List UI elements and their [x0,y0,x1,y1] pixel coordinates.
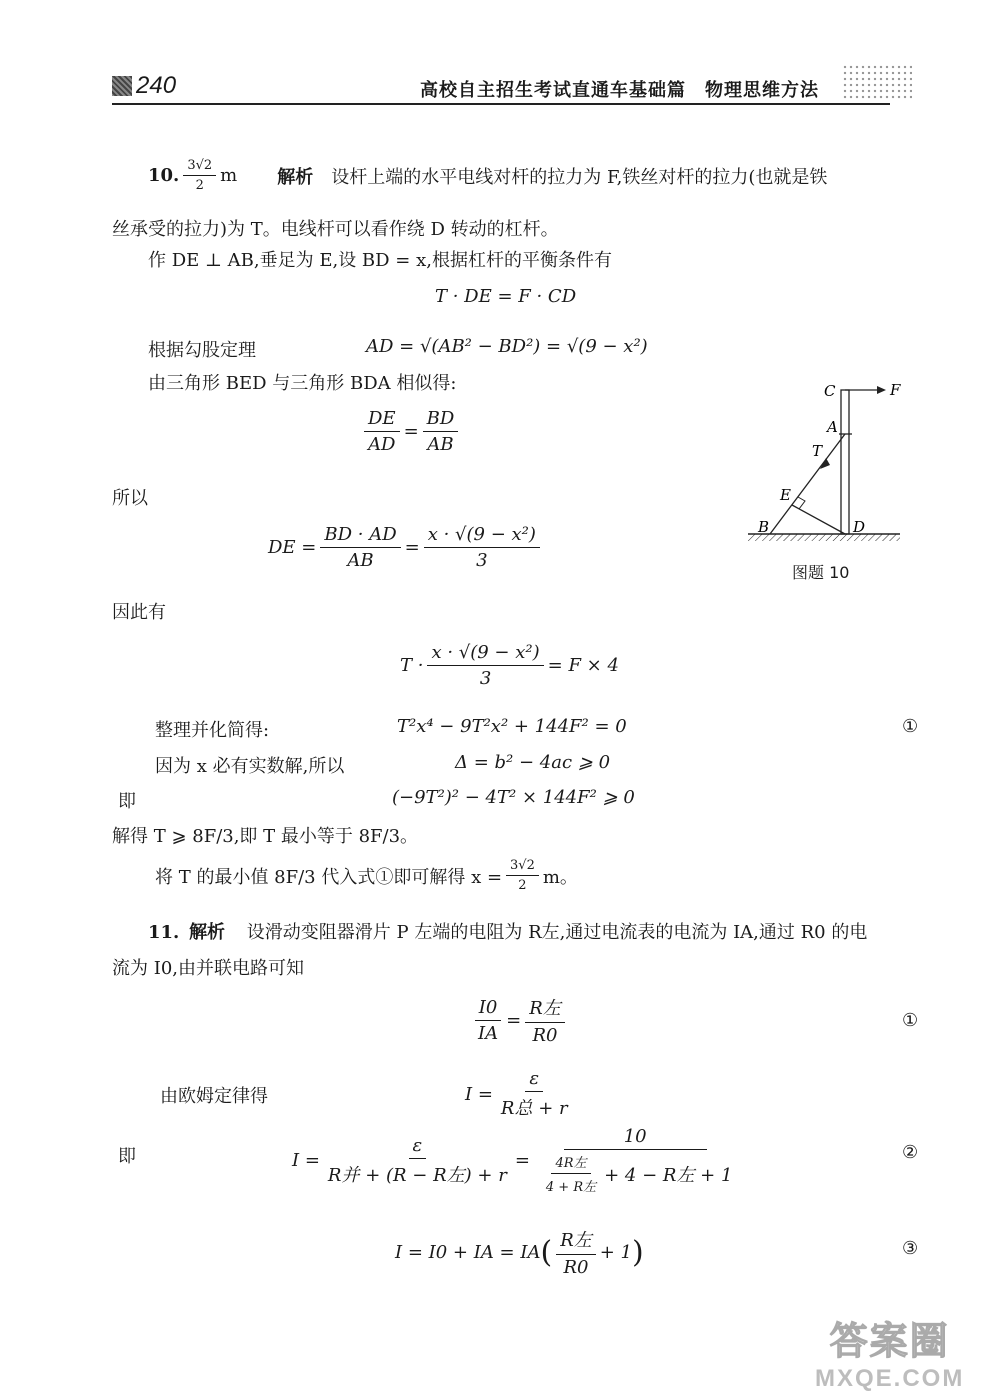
ohm-label: 由欧姆定律得 [160,1086,268,1107]
label-a: A [827,418,838,436]
segment-de [792,505,845,534]
t-equation: T · $\frac{\text{x · √(9 − x²)}}{3}$ = F × 4 [400,642,619,689]
real-solution-label: 因为 x 必有实数解,所以 [155,756,345,777]
problem-number: 10. [148,165,180,186]
problem-number: 11. [148,922,180,943]
figure-caption: 图题 10 [792,563,850,582]
equation-marker-3: ③ [902,1238,919,1259]
equation-marker-2: ② [902,1142,919,1163]
current-equation: I = $\frac{\varepsilon}{\text{R并 + (R − R左) + r}}$ = 10 $\frac{\text{4R左}}{\text{4 + R左}}$ + 4 − R左 + 1 [292,1126,733,1195]
force-f-arrowhead [877,386,886,394]
sum-equation: I = I0 + IA = IA ( $\frac{\text{R左}}{R0}$ + 1 ) [395,1226,644,1278]
equation-marker-1: ① [902,1010,919,1031]
label-c: C [824,382,836,400]
header-dot-pattern-icon [842,64,912,100]
running-title: 高校自主招生考试直通车基础篇 物理思维方法 [420,80,819,101]
label-f: F [890,381,901,399]
ratio-equation: $\frac{DE}{AD}$ = $\frac{BD}{AB}$ [360,408,462,455]
discriminant-equation: Δ = b² − 4ac ⩾ 0 [455,752,611,773]
cable-ba [770,434,845,534]
intro-line-1: 设杆上端的水平电线对杆的拉力为 F,铁丝对杆的拉力(也就是铁 [331,166,828,188]
figure-10 [740,372,910,582]
watermark-main: 答案圈 [829,1319,950,1363]
label-b: B [758,518,770,536]
pythagoras-equation: AD = √(AB² − BD²) = √(9 − x²) [366,336,648,357]
ji-label: 即 [118,791,136,812]
so-label: 所以 [112,488,148,509]
perpendicular-line: 作 DE ⊥ AB,垂足为 E,设 BD = x,根据杠杆的平衡条件有 [148,250,612,271]
torque-equation: T · DE = F · CD [435,286,577,307]
therefore-label: 因此有 [112,602,166,623]
page-number: 240 [136,72,177,99]
solve-line: 解得 T ⩾ 8F/3,即 T 最小等于 8F/3。 [112,826,419,847]
simplify-equation: T²x⁴ − 9T²x² + 144F² = 0 [397,716,627,737]
answer-unit: m [220,165,238,186]
intro-line-2: 流为 I0,由并联电路可知 [112,958,305,979]
label-d: D [853,518,866,536]
ground-hatch [748,534,900,541]
right-angle-mark [798,497,805,509]
pythagoras-label: 根据勾股定理 [148,340,256,361]
inequality-equation: (−9T²)² − 4T² × 144F² ⩾ 0 [392,787,635,808]
ratio-equation-1: $\frac{I0}{IA}$ = $\frac{\text{R左}}{R0}$ [470,994,569,1046]
simplify-label: 整理并化简得: [155,720,270,741]
final-line: 将 T 的最小值 8F/3 代入式①即可解得 x = $\frac{3√2}{2}$ m。 [155,858,578,893]
watermark-logo [815,1310,964,1393]
answer-fraction: $\frac{3√2}{2}$ [183,158,216,193]
label-t: T [812,442,823,460]
problem-10-heading [148,158,827,193]
similar-triangles-line: 由三角形 BED 与三角形 BDA 相似得: [148,373,457,394]
ohm-equation: I = $\frac{\varepsilon}{\text{R总 + r}}$ [465,1068,568,1119]
header-rule [112,103,890,105]
watermark-url: MXQE.COM [815,1365,965,1392]
intro-line-2: 丝承受的拉力)为 T。电线杆可以看作绕 D 转动的杠杆。 [112,219,559,240]
label-e: E [780,486,791,504]
ji-label: 即 [118,1146,136,1167]
pole [841,390,849,534]
analysis-label: 解析 [189,922,226,943]
equation-marker-1: ① [902,716,919,737]
de-equation: DE = $\frac{BD \cdot AD}{AB}$ = $\frac{\text{x · √(9 − x²)}}{3}$ [268,524,544,571]
analysis-label: 解析 [277,166,314,188]
intro-line-1: 设滑动变阻器滑片 P 左端的电阻为 R左,通过电流表的电流为 IA,通过 R0 的电 [246,922,868,943]
lever-diagram [740,372,910,552]
header-block-icon [112,76,132,96]
problem-11-heading [148,918,867,944]
